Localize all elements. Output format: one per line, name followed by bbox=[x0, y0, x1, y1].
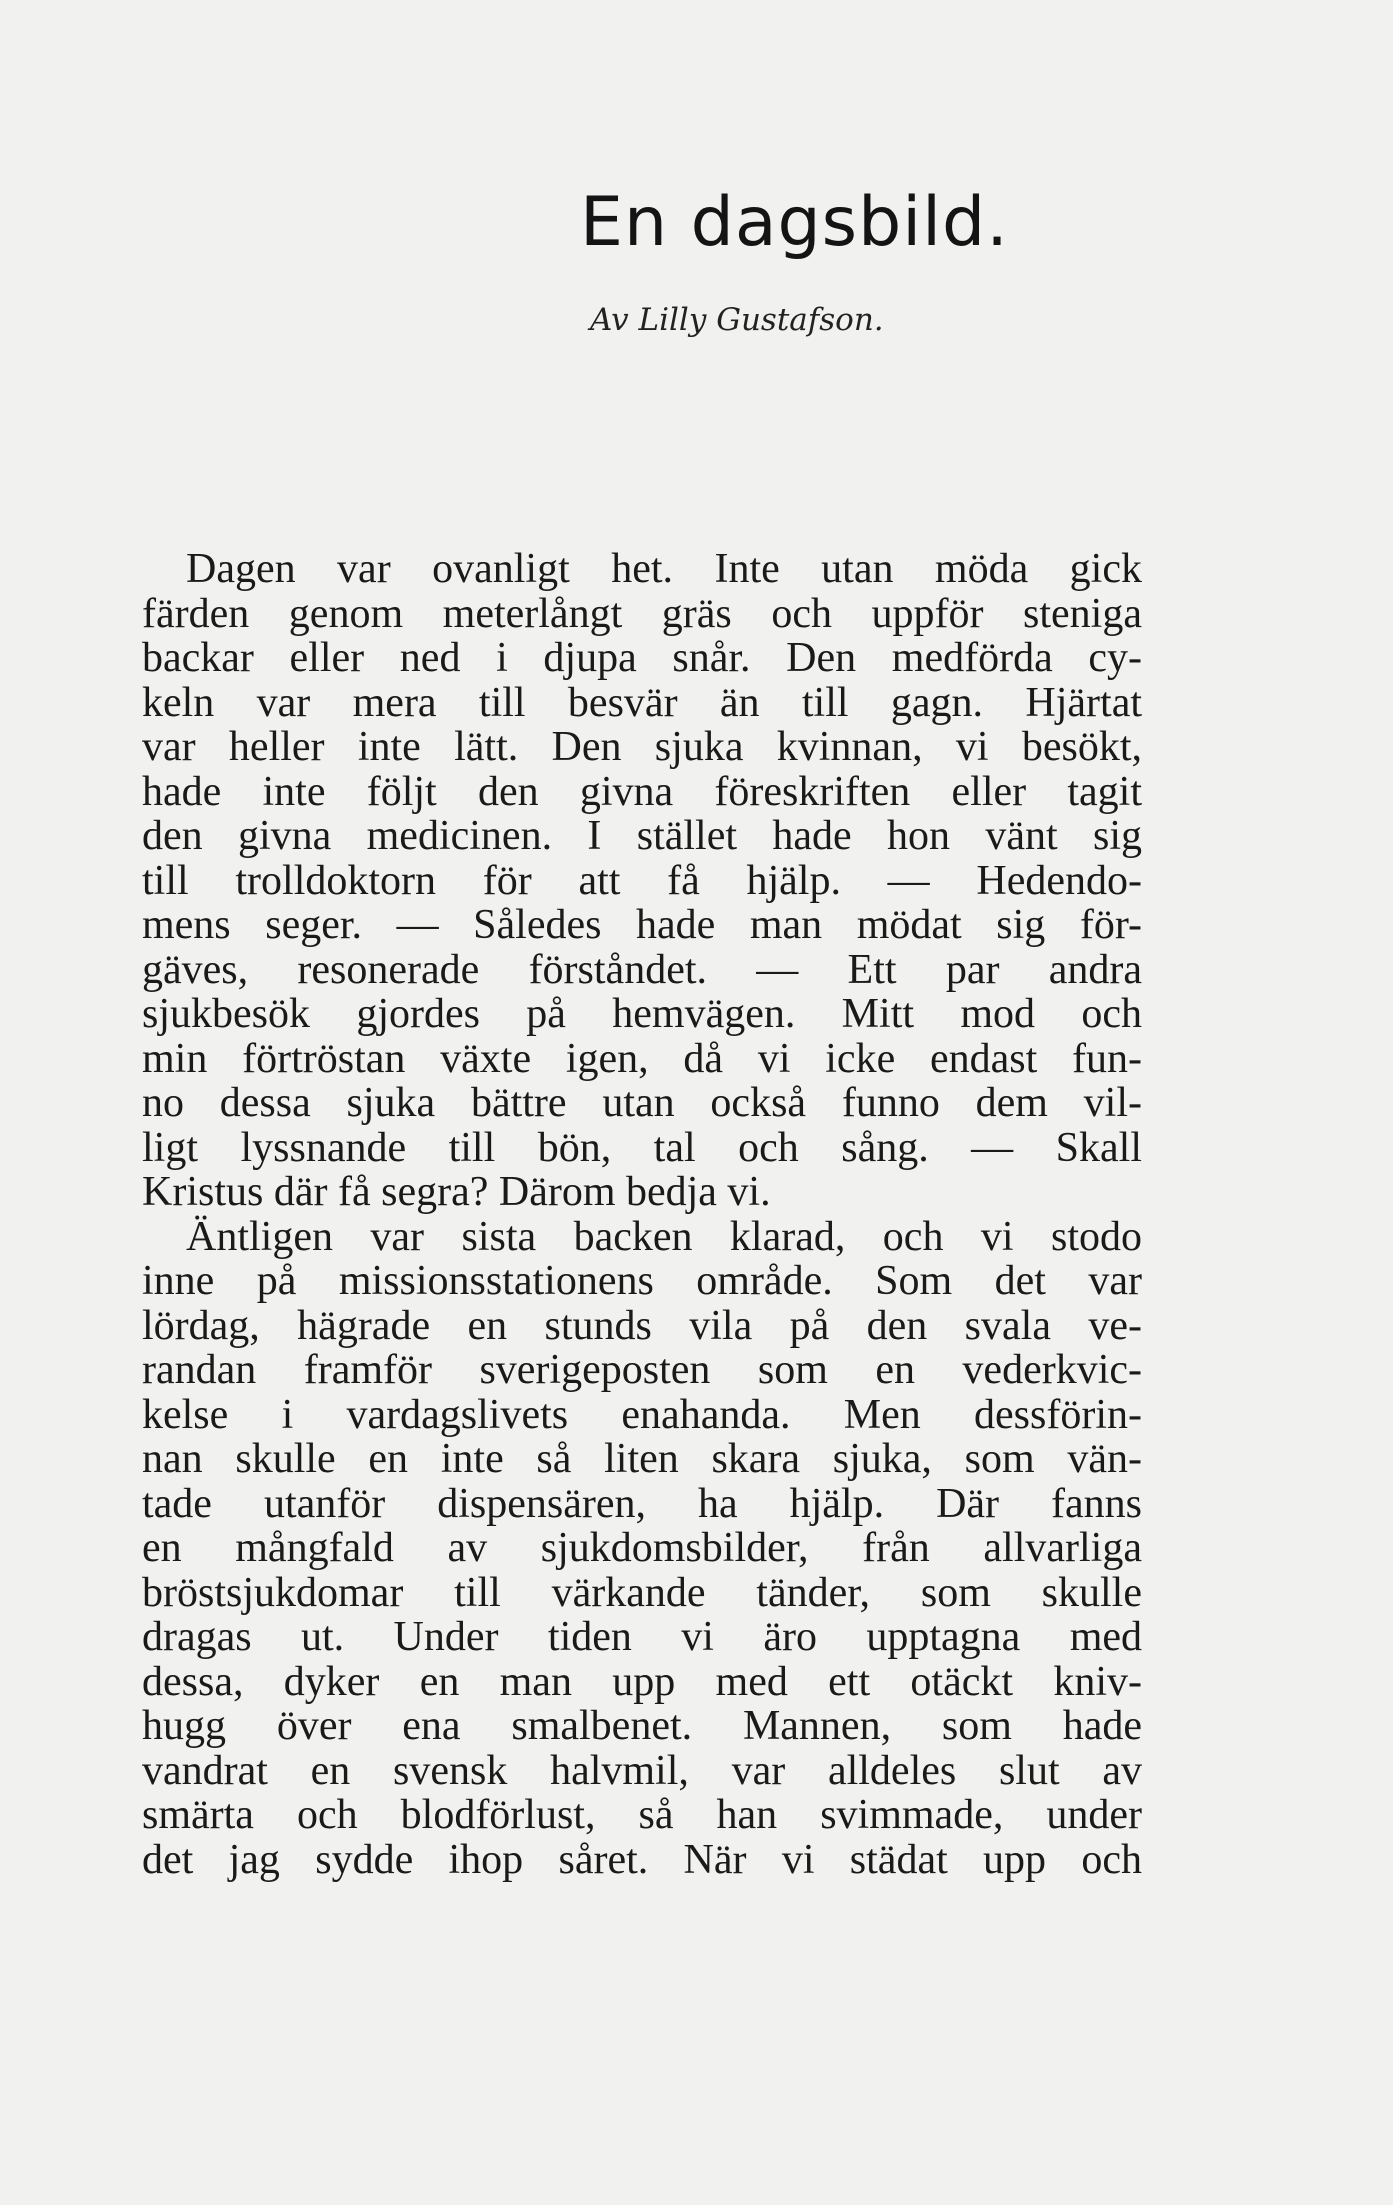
text-line: hade inte följt den givna föreskriften eller tagit bbox=[142, 768, 1142, 815]
text-line: no dessa sjuka bättre utan också funno dem vil- bbox=[142, 1080, 1142, 1126]
article-byline: Av Lilly Gustafson. bbox=[590, 302, 884, 338]
text-line: nan skulle en inte så liten skara sjuka, som vän- bbox=[142, 1436, 1142, 1482]
text-line: dessa, dyker en man upp med ett otäckt kniv- bbox=[142, 1658, 1142, 1705]
text-line: den givna medicinen. I stället hade hon vänt sig bbox=[142, 813, 1142, 859]
text-line: hugg över ena smalbenet. Mannen, som hade bbox=[142, 1703, 1142, 1749]
text-line: tade utanför dispensären, ha hjälp. Där fanns bbox=[142, 1480, 1142, 1527]
text-line: lördag, hägrade en stunds vila på den svala ve- bbox=[142, 1302, 1142, 1349]
text-line: var heller inte lätt. Den sjuka kvinnan, vi besökt, bbox=[142, 724, 1142, 770]
text-line: keln var mera till besvär än till gagn. Hjärtat bbox=[142, 679, 1142, 726]
text-line: det jag sydde ihop såret. När vi städat upp och bbox=[142, 1836, 1142, 1883]
text-line: bröstsjukdomar till värkande tänder, som skulle bbox=[142, 1569, 1142, 1616]
text-line: Kristus där få segra? Därom bedja vi. bbox=[142, 1169, 771, 1215]
text-line: sjukbesök gjordes på hemvägen. Mitt mod och bbox=[142, 991, 1142, 1037]
text-line: färden genom meterlångt gräs och uppför steniga bbox=[142, 590, 1142, 637]
text-line: en mångfald av sjukdomsbilder, från allvarliga bbox=[142, 1525, 1142, 1571]
text-line: randan framför sverigeposten som en vederkvic- bbox=[142, 1347, 1142, 1393]
text-line: smärta och blodförlust, så han svimmade, under bbox=[142, 1792, 1142, 1838]
text-line: vandrat en svensk halvmil, var alldeles slut av bbox=[142, 1747, 1142, 1794]
article-body bbox=[142, 547, 1142, 1882]
text-line: inne på missionsstationens område. Som det var bbox=[142, 1258, 1142, 1304]
text-line: gäves, resonerade förståndet. — Ett par andra bbox=[142, 946, 1142, 993]
text-line: till trolldoktorn för att få hjälp. — Hedendo- bbox=[142, 857, 1142, 904]
text-line: mens seger. — Således hade man mödat sig för- bbox=[142, 902, 1142, 948]
text-line: Äntligen var sista backen klarad, och vi stodo bbox=[186, 1213, 1142, 1260]
text-line: dragas ut. Under tiden vi äro upptagna med bbox=[142, 1614, 1142, 1660]
text-line: backar eller ned i djupa snår. Den medförda cy- bbox=[142, 635, 1142, 681]
text-line: ligt lyssnande till bön, tal och sång. — Skall bbox=[142, 1124, 1142, 1171]
text-line: Dagen var ovanligt het. Inte utan möda gick bbox=[186, 546, 1142, 592]
article-title: En dagsbild. bbox=[580, 183, 1009, 262]
text-line: min förtröstan växte igen, då vi icke endast fun- bbox=[142, 1035, 1142, 1082]
text-line: kelse i vardagslivets enahanda. Men dessförin- bbox=[142, 1391, 1142, 1438]
